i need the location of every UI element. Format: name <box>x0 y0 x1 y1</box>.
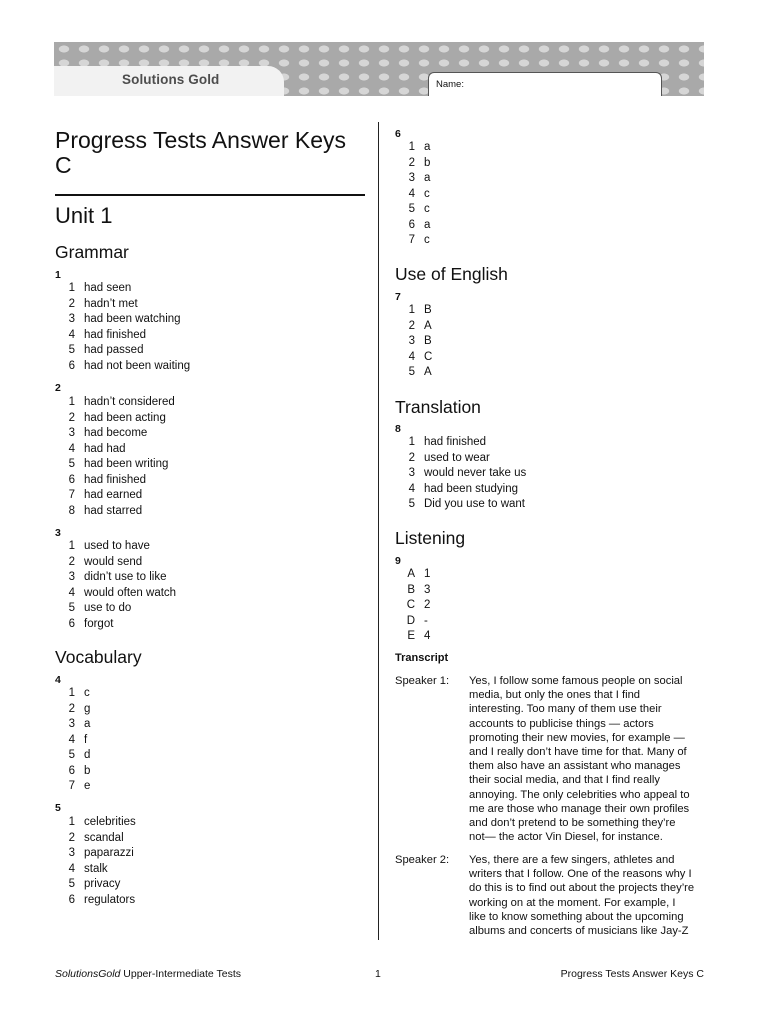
footer-book-title: SolutionsGold Upper-Intermediate Tests <box>55 968 241 980</box>
answer-list-q8 <box>395 435 526 513</box>
transcript-line: working on at the moment. For example, I <box>469 896 676 909</box>
answer-item: 2 b <box>408 156 431 169</box>
answer-item: 4 had had <box>68 442 126 455</box>
answer-item: 6 regulators <box>68 893 136 906</box>
page-title: Progress Tests Answer Keys C <box>55 127 347 178</box>
transcript-line: media, but only the ones that I find <box>469 689 641 702</box>
answer-item: 6 a <box>408 218 431 231</box>
section-heading-use-of-english: Use of English <box>395 264 508 284</box>
transcript-line: albums and concerts of musicians like Jay-Z <box>469 925 689 938</box>
answer-item: 7 e <box>68 780 91 792</box>
answer-item: 6 had finished <box>68 473 147 486</box>
answer-item: 1 had finished <box>408 436 487 448</box>
answer-item: 5 c <box>408 203 430 215</box>
answer-item: 3 paparazzi <box>68 847 134 859</box>
answer-item: 2 g <box>68 702 91 715</box>
answer-item: 5 had been writing <box>68 458 169 470</box>
speaker-label: Speaker 1: <box>395 675 450 687</box>
answer-item: 2 hadn’t met <box>68 297 138 310</box>
answer-item: 1 a <box>408 141 431 153</box>
answer-item: 3 B <box>408 335 432 347</box>
column-divider <box>378 122 379 940</box>
question-number: 5 <box>55 802 61 814</box>
unit-title: Unit 1 <box>55 203 113 228</box>
transcript-heading: Transcript <box>395 652 449 664</box>
brand-tab <box>54 66 284 96</box>
answer-list-q5 <box>55 815 136 908</box>
answer-item: 2 would send <box>68 555 143 568</box>
transcript-line: me are those who manage their own profiles <box>469 802 690 815</box>
answer-item: A 1 <box>407 568 431 580</box>
answer-item: 5 privacy <box>68 878 121 890</box>
answer-item: 6 had not been waiting <box>68 359 191 372</box>
answer-item: 1 had seen <box>68 282 132 294</box>
answer-item: 5 d <box>68 749 91 761</box>
answer-list-q3 <box>55 539 176 632</box>
transcript-line: annoying. The only celebrities who appeal to <box>469 788 690 801</box>
answer-item: 7 had earned <box>68 489 143 501</box>
answer-item: 3 didn’t use to like <box>68 571 167 583</box>
question-number: 1 <box>55 269 61 281</box>
answer-item: 4 f <box>68 733 88 746</box>
section-heading-vocabulary: Vocabulary <box>55 647 142 667</box>
answer-item: 5 Did you use to want <box>408 498 526 510</box>
transcript-line: promoting their new movies, for example — <box>469 731 685 744</box>
transcript-line: and don’t pretend to be something they’re <box>469 817 676 830</box>
section-heading-grammar: Grammar <box>55 242 129 262</box>
page-number: 1 <box>375 968 381 980</box>
answer-item: 4 had been studying <box>408 482 518 495</box>
answer-item: 2 had been acting <box>68 411 166 424</box>
answer-item: 6 forgot <box>68 617 114 630</box>
section-heading-listening: Listening <box>395 528 466 548</box>
title-rule <box>55 194 365 196</box>
answer-item: 1 celebrities <box>68 816 136 828</box>
answer-item: 3 a <box>68 718 91 730</box>
question-number: 6 <box>395 128 401 140</box>
question-number: 9 <box>395 555 401 567</box>
answer-item: 2 A <box>408 319 432 332</box>
transcript-line: them also have an assistant who manages <box>469 760 681 773</box>
header-banner <box>54 42 704 96</box>
brand-logo-text: Solutions Gold <box>122 72 220 87</box>
question-number: 3 <box>55 527 61 539</box>
answer-list-q1 <box>55 281 190 374</box>
transcript-line: interesting. Too many of them use their <box>469 703 662 716</box>
answer-item: 4 C <box>408 350 433 363</box>
answer-item: 3 had become <box>68 427 148 439</box>
answer-item: 4 stalk <box>68 862 108 875</box>
transcript-line: like to know something about the upcoming <box>469 910 684 923</box>
answer-item: 4 would often watch <box>68 586 177 599</box>
answer-item: 1 c <box>68 687 90 699</box>
answer-item: 5 had passed <box>68 344 144 356</box>
transcript-line: accounts to publicise things — actors <box>469 717 654 730</box>
answer-item: 4 had finished <box>68 328 147 341</box>
answer-list-q6 <box>395 140 430 249</box>
transcript-line: not— the actor Vin Diesel, for instance. <box>469 831 663 844</box>
transcript-line: writers that I follow. One of the reasons why I <box>469 868 692 881</box>
answer-item: 3 a <box>408 172 431 184</box>
answer-item: 2 scandal <box>68 831 124 844</box>
answer-list-q7 <box>395 303 432 381</box>
question-number: 8 <box>395 423 401 435</box>
question-number: 2 <box>55 382 61 394</box>
speaker-label: Speaker 2: <box>395 854 450 866</box>
answer-list-q2 <box>55 395 175 519</box>
transcript-line: Yes, there are a few singers, athletes and <box>469 854 675 866</box>
transcript-line: do this is to find out about the projects they’re <box>469 882 695 895</box>
answer-item: 3 would never take us <box>408 467 527 479</box>
answer-item: 6 b <box>68 764 91 777</box>
answer-item: E 4 <box>407 630 431 642</box>
answer-item: C 2 <box>406 599 431 611</box>
question-number: 7 <box>395 291 401 303</box>
transcript-line: their social media, and that I find really <box>469 774 660 787</box>
transcript-line: Yes, I follow some famous people on social <box>469 675 683 687</box>
question-number: 4 <box>55 674 61 686</box>
answer-item: 3 had been watching <box>68 313 181 325</box>
answer-item: 1 B <box>408 304 432 316</box>
name-field-box <box>428 72 662 96</box>
answer-item: 8 had starred <box>68 504 143 517</box>
answer-item: 5 use to do <box>68 602 132 614</box>
footer-doc-title: Progress Tests Answer Keys C <box>560 968 704 980</box>
answer-item: 5 A <box>408 366 432 378</box>
answer-item: 1 used to have <box>68 540 150 552</box>
section-heading-translation: Translation <box>395 397 481 417</box>
answer-item: 7 c <box>408 234 430 246</box>
answer-item: D - <box>406 614 428 627</box>
answer-item: B 3 <box>407 583 431 596</box>
transcript-line: and I really don’t have time for that. Many of <box>469 746 687 759</box>
answer-list-q9 <box>395 567 430 645</box>
name-label: Name: <box>436 79 464 90</box>
answer-item: 4 c <box>408 187 430 200</box>
answer-item: 2 used to wear <box>408 451 490 464</box>
answer-list-q4 <box>55 686 90 795</box>
speaker-text <box>469 853 709 938</box>
speaker-text <box>469 674 709 844</box>
answer-item: 1 hadn’t considered <box>68 396 175 408</box>
